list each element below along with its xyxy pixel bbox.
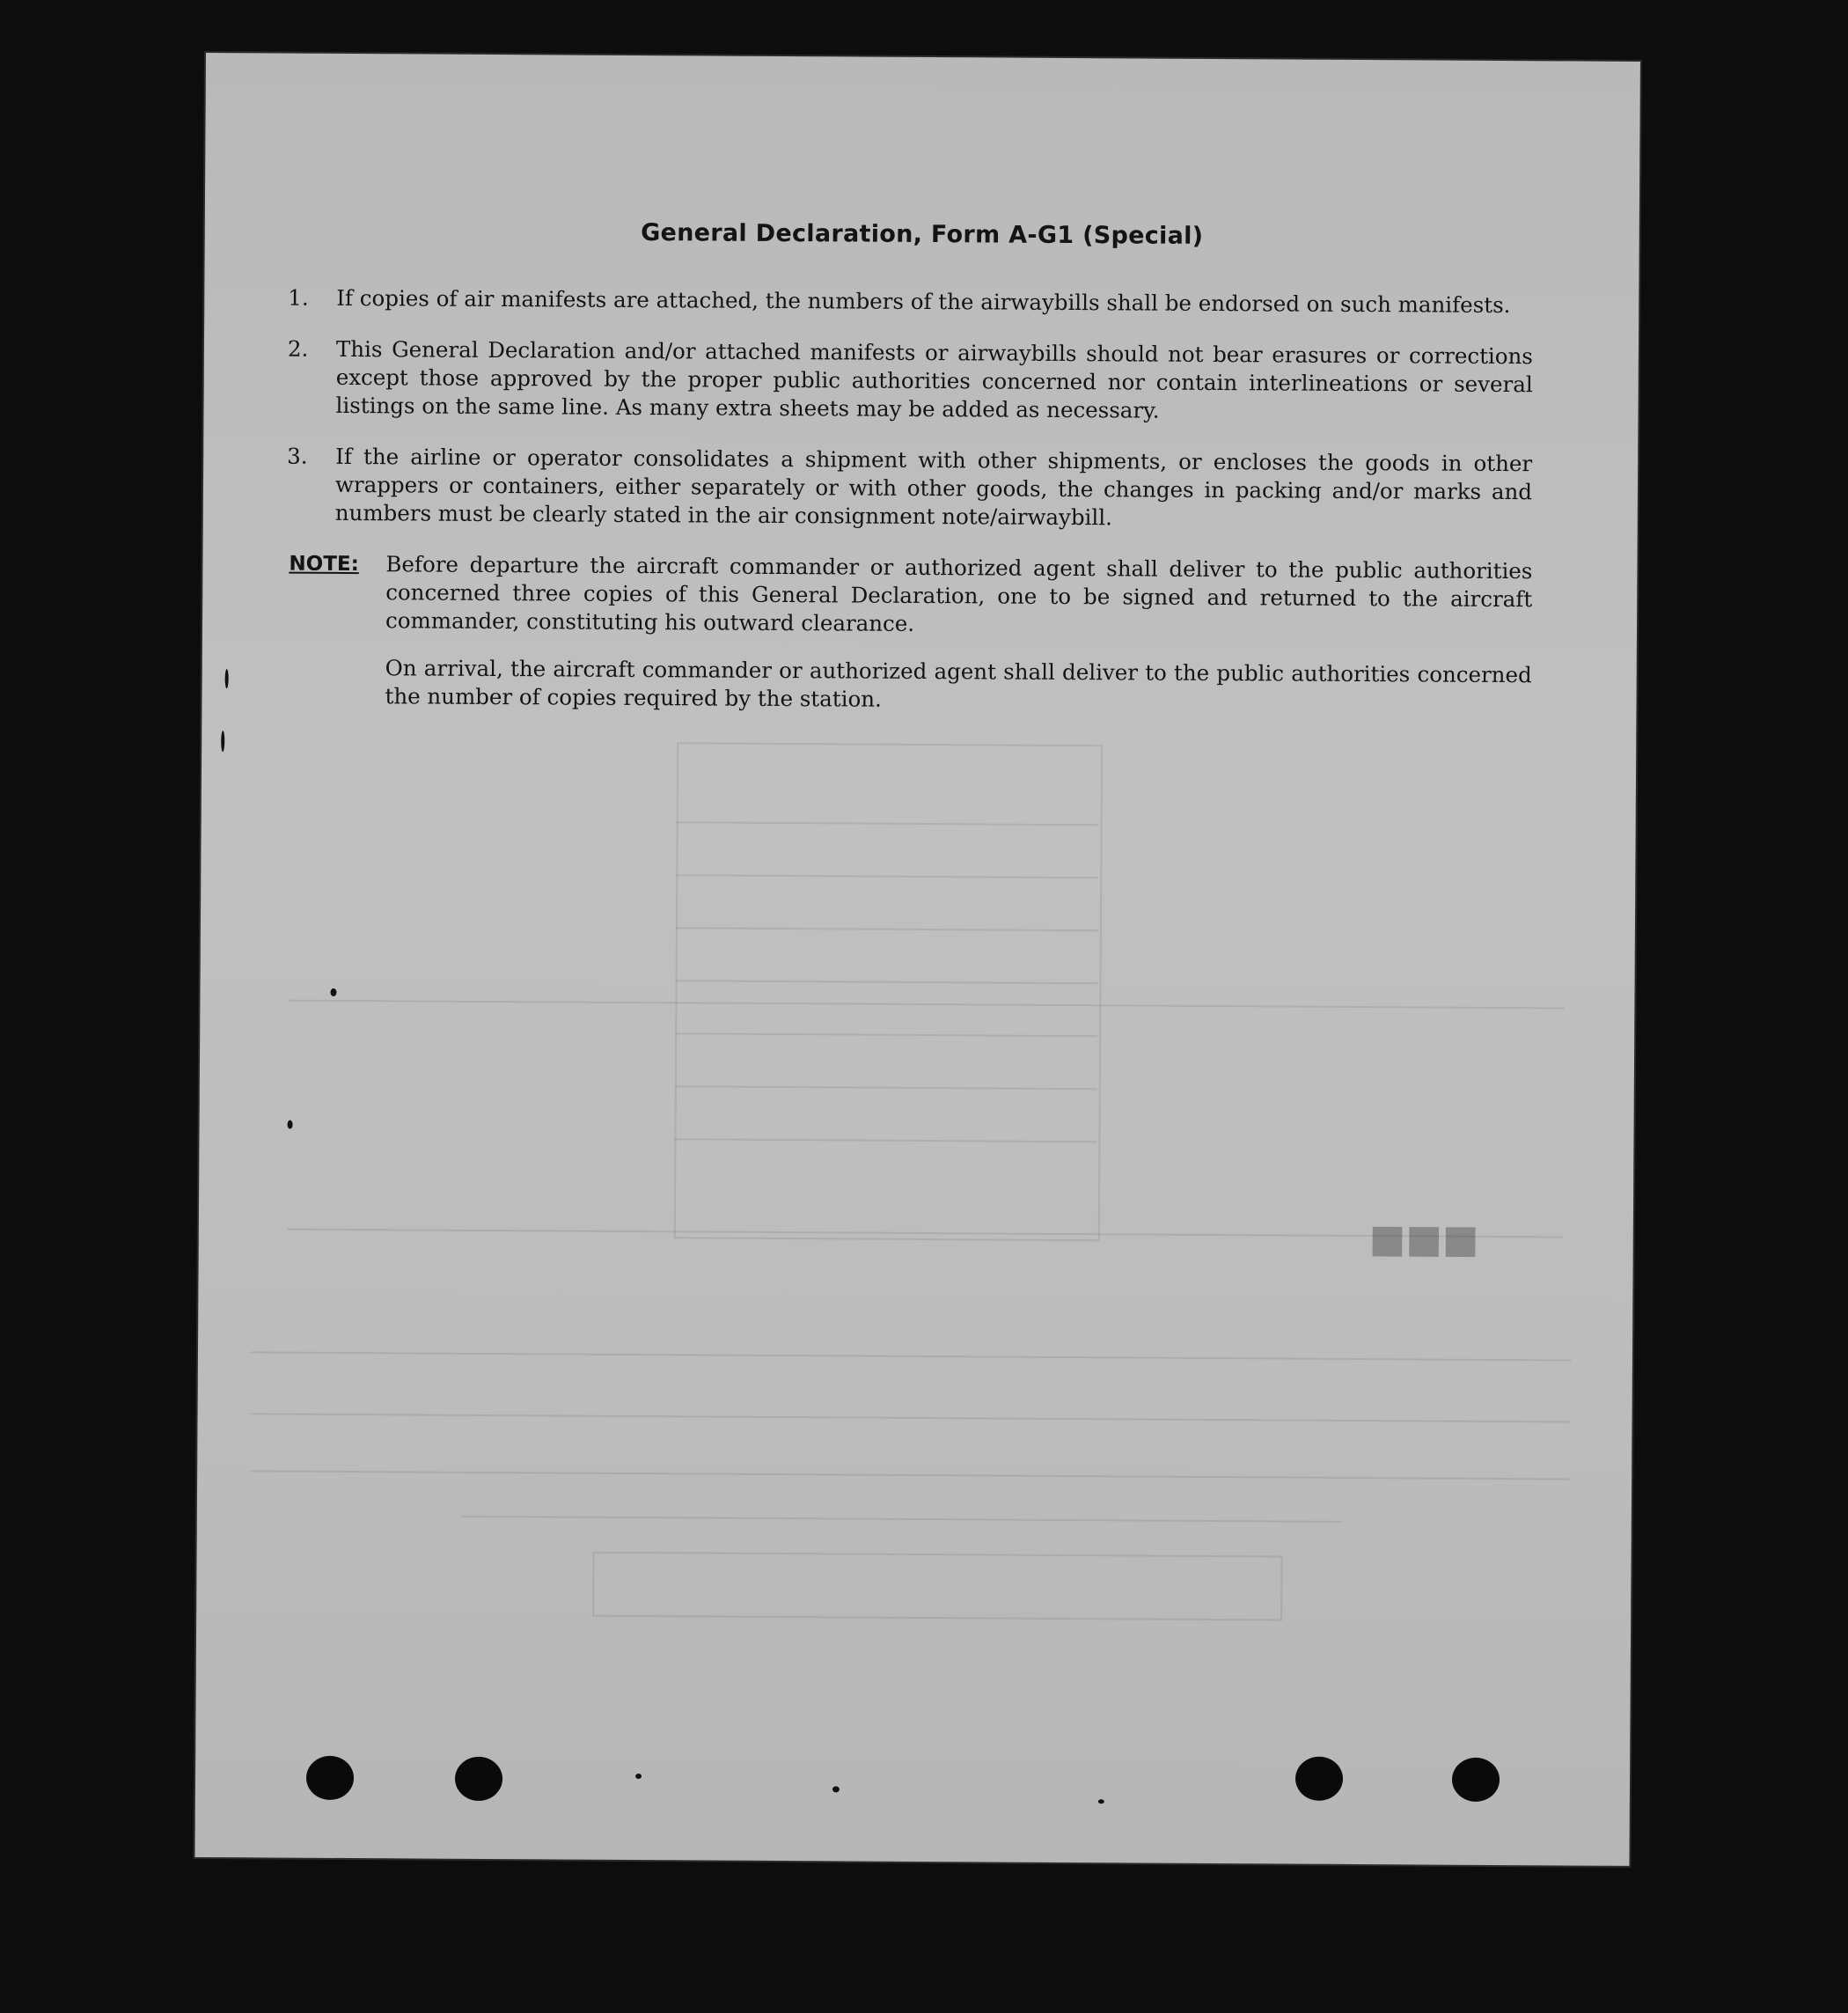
note-paragraph: Before departure the aircraft commander or authorized agent shall deliver to the public authorities concerned three copies of this General Declaration, one to be signed and returned to the aircraft commander, constituting his outward clearance. bbox=[385, 551, 1533, 636]
bleed-through-box bbox=[592, 1552, 1282, 1621]
item-number: 2. bbox=[287, 335, 309, 362]
item-text: This General Declaration and/or attached manifests or airwaybills should not bear erasures or corrections except those approved by the proper public authorities concerned nor contain interlineations or several listings on the same line. As many extra sheets may be added as necessary. bbox=[335, 335, 1534, 423]
item-text: If the airline or operator consolidates a shipment with other shipments, or encloses the goods in other wrappers or containers, either separately or with other goods, the changes in packing and/or marks and numbers must be clearly stated in the air consignment note/airwaybill. bbox=[334, 443, 1533, 531]
punch-hole bbox=[306, 1756, 354, 1800]
document-text bbox=[206, 53, 1640, 712]
punch-hole bbox=[1452, 1758, 1500, 1802]
speck bbox=[832, 1786, 840, 1792]
bleed-through-line bbox=[461, 1516, 1341, 1523]
paper-sheet bbox=[194, 53, 1639, 1866]
item-number: 1. bbox=[288, 284, 309, 311]
item-number: 3. bbox=[287, 443, 308, 469]
bleed-through-line bbox=[251, 1413, 1571, 1422]
note-paragraph: On arrival, the aircraft commander or authorized agent shall deliver to the public authorities concerned the number of copies required by the station. bbox=[385, 655, 1532, 712]
bleed-through-stamp: ■■■ bbox=[1368, 1222, 1479, 1267]
speck bbox=[635, 1774, 642, 1779]
speck bbox=[225, 669, 229, 688]
speck bbox=[288, 1120, 293, 1129]
bleed-through-line bbox=[250, 1470, 1570, 1480]
bleed-through-line bbox=[251, 1351, 1571, 1361]
speck bbox=[330, 988, 336, 996]
list-item bbox=[288, 284, 1533, 319]
bleed-through-box bbox=[674, 742, 1103, 1241]
speck bbox=[221, 731, 224, 752]
page-title: General Declaration, Form A-G1 (Special) bbox=[641, 219, 1204, 250]
item-text: If copies of air manifests are attached, the numbers of the airwaybills shall be endorsed on such manifests. bbox=[336, 284, 1511, 319]
punch-hole bbox=[1295, 1757, 1343, 1801]
punch-hole bbox=[455, 1757, 502, 1801]
list-item bbox=[287, 335, 1534, 423]
note-label: NOTE: bbox=[289, 552, 359, 577]
list-item bbox=[287, 443, 1533, 531]
speck bbox=[1098, 1799, 1104, 1804]
